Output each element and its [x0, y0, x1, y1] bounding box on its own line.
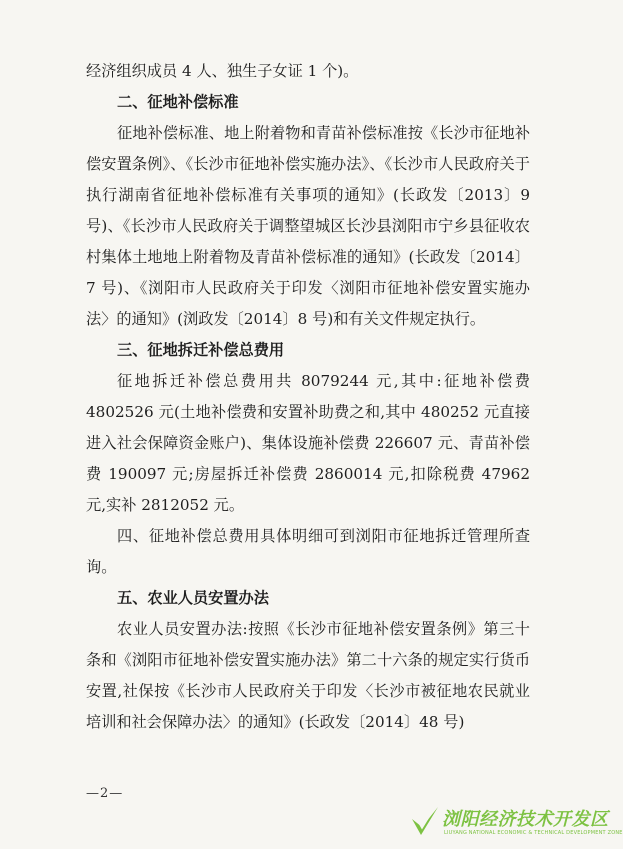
section-heading-compensation-standard: 二、征地补偿标准 — [117, 93, 239, 111]
watermark-logo — [410, 803, 623, 843]
paragraph-continuation: 经济组织成员 4 人、独生子女证 1 个)。 — [86, 62, 359, 80]
watermark-logo-text: 浏阳经济技术开发区 — [442, 809, 609, 830]
page-number: —2— — [86, 786, 124, 801]
paragraph-compensation-standard: 征地补偿标准、地上附着物和青苗补偿标准按《长沙市征地补偿安置条例》、《长沙市征地补偿实施办法》、《长沙市人民政府关于执行湖南省征地补偿标准有关事项的通知》(长政发〔2013〕9 号)、《长沙市人民政府关于调整望城区长沙县浏阳市宁乡县征收农村集体土地地上附着物及青苗补偿标准的通知》(长政发〔2014〕7 号)、《浏阳市人民政府关于印发〈浏阳市征地补偿安置实施办法〉的通知》(浏政发〔2014〕8 号)和有关文件规定执行。 — [86, 124, 530, 328]
watermark-logo-subtext: LIUYANG NATIONAL ECONOMIC & TECHNICAL DEVELOPMENT ZONE — [444, 830, 623, 836]
section-heading-resettlement: 五、农业人员安置办法 — [117, 589, 269, 607]
document-body — [86, 56, 530, 738]
paragraph-resettlement: 农业人员安置办法:按照《长沙市征地补偿安置条例》第三十条和《浏阳市征地补偿安置实施办法》第二十六条的规定实行货币安置,社保按《长沙市人民政府关于印发〈长沙市被征地农民就业培训和社会保障办法〉的通知》(长政发〔2014〕48 号) — [86, 620, 530, 731]
paragraph-cost-details-inquiry: 四、征地补偿总费用具体明细可到浏阳市征地拆迁管理所查询。 — [86, 527, 530, 576]
paragraph-total-cost: 征地拆迁补偿总费用共 8079244 元,其中:征地补偿费 4802526 元(土地补偿费和安置补助费之和,其中 480252 元直接进入社会保障资金账户)、集体设施补偿费 226607 元、青苗补偿费 190097 元;房屋拆迁补偿费 2860014 元,扣除税费 47962 元,实补 2812052 元。 — [86, 372, 530, 514]
section-heading-total-cost: 三、征地拆迁补偿总费用 — [117, 341, 285, 359]
leaf-check-icon — [410, 805, 440, 839]
